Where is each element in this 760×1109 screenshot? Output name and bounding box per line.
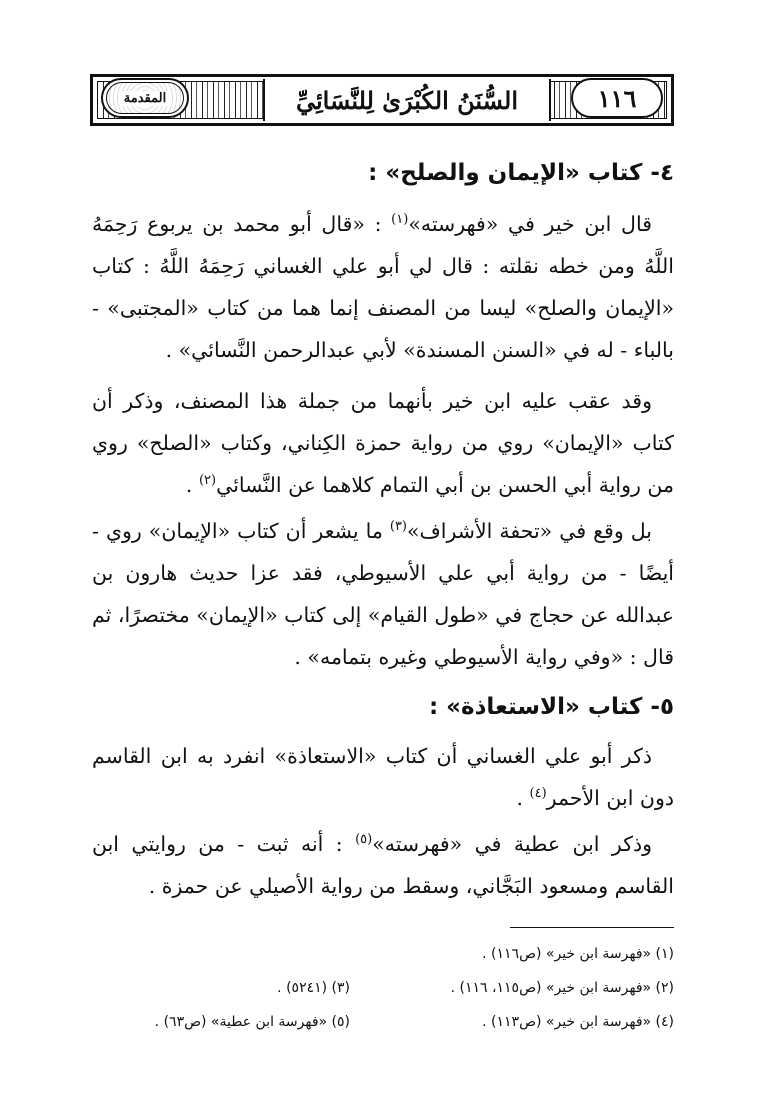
footnote: (٣) (٥٢٤١) . bbox=[277, 980, 350, 996]
ornament-text: المقدمة bbox=[121, 91, 169, 106]
section-heading: ٤- كتاب «الإيمان والصلح» : bbox=[368, 160, 674, 186]
paragraph bbox=[92, 203, 674, 371]
section-heading: ٥- كتاب «الاستعاذة» : bbox=[428, 694, 674, 720]
paragraph-text: قال ابن خير في «فهرسته» bbox=[408, 212, 652, 236]
book-title: السُّنَنُ الكُبْرَىٰ لِلنَّسَائِيِّ bbox=[295, 85, 519, 115]
paragraph-text: : أنه ثبت - من روايتي ابن القاسم ومسعود البَجَّاني، وسقط من رواية الأصيلي عن حمزة . bbox=[92, 832, 674, 898]
footnote-ref[interactable]: (٢) bbox=[198, 473, 217, 489]
running-header bbox=[90, 74, 674, 126]
paragraph-text: ذكر أبو علي الغساني أن كتاب «الاستعاذة» انفرد به ابن القاسم دون ابن الأحمر bbox=[92, 744, 674, 810]
header-title-panel bbox=[263, 79, 551, 121]
paragraph-text: بل وقع في «تحفة الأشراف» bbox=[407, 519, 652, 543]
paragraph-text: . bbox=[185, 473, 199, 497]
page-number-cartouche bbox=[571, 78, 663, 118]
page-number: ١١٦ bbox=[597, 83, 637, 113]
paragraph bbox=[92, 735, 674, 819]
ornament-medallion bbox=[101, 78, 189, 118]
paragraph bbox=[92, 823, 674, 907]
paragraph-text: ما يشعر أن كتاب «الإيمان» روي - أيضًا - من رواية أبي علي الأسيوطي، فقد عزا حديث هارون بن عبدالله عن حجاج في «طول القيام» إلى كتاب «الإيمان» مختصرًا، ثم قال : «وفي رواية الأسيوطي وغيره بتمامه» . bbox=[92, 519, 674, 669]
paragraph bbox=[92, 380, 674, 506]
footnote-ref[interactable]: (٣) bbox=[389, 519, 407, 535]
ornament-medallion-inner bbox=[106, 82, 184, 114]
footnote-ref[interactable]: (٥) bbox=[355, 832, 373, 848]
paragraph-text: . bbox=[516, 786, 530, 810]
footnote: (٤) «فهرسة ابن خير» (ص١١٣) . bbox=[482, 1014, 674, 1030]
footnote-separator bbox=[510, 927, 674, 928]
footnote: (٢) «فهرسة ابن خير» (ص١١٥، ١١٦) . bbox=[450, 980, 674, 996]
paragraph bbox=[92, 510, 674, 678]
paragraph-text: وقد عقب عليه ابن خير بأنهما من جملة هذا المصنف، وذكر أن كتاب «الإيمان» روي من رواية حمزة الكِناني، وكتاب «الصلح» روي من رواية أبي الحسن بن أبي التمام كلاهما عن النَّسائي bbox=[92, 389, 674, 497]
footnote-ref[interactable]: (٤) bbox=[529, 786, 547, 802]
paragraph-text: : «قال أبو محمد بن يربوع رَحِمَهُ اللَّهُ ومن خطه نقلته : قال لي أبو علي الغساني رَحِمَهُ اللَّهُ : كتاب «الإيمان والصلح» ليسا من المصنف إنما هما من كتاب «المجتبى» - بالباء - له في «السنن المسندة» لأبي عبدالرحمن النَّسائي» . bbox=[92, 212, 674, 362]
footnote-ref[interactable]: (١) bbox=[391, 212, 409, 228]
footnote: (١) «فهرسة ابن خير» (ص١١٦) . bbox=[482, 946, 674, 962]
footnote: (٥) «فهرسة ابن عطية» (ص٦٣) . bbox=[154, 1014, 350, 1030]
paragraph-text: وذكر ابن عطية في «فهرسته» bbox=[372, 832, 652, 856]
